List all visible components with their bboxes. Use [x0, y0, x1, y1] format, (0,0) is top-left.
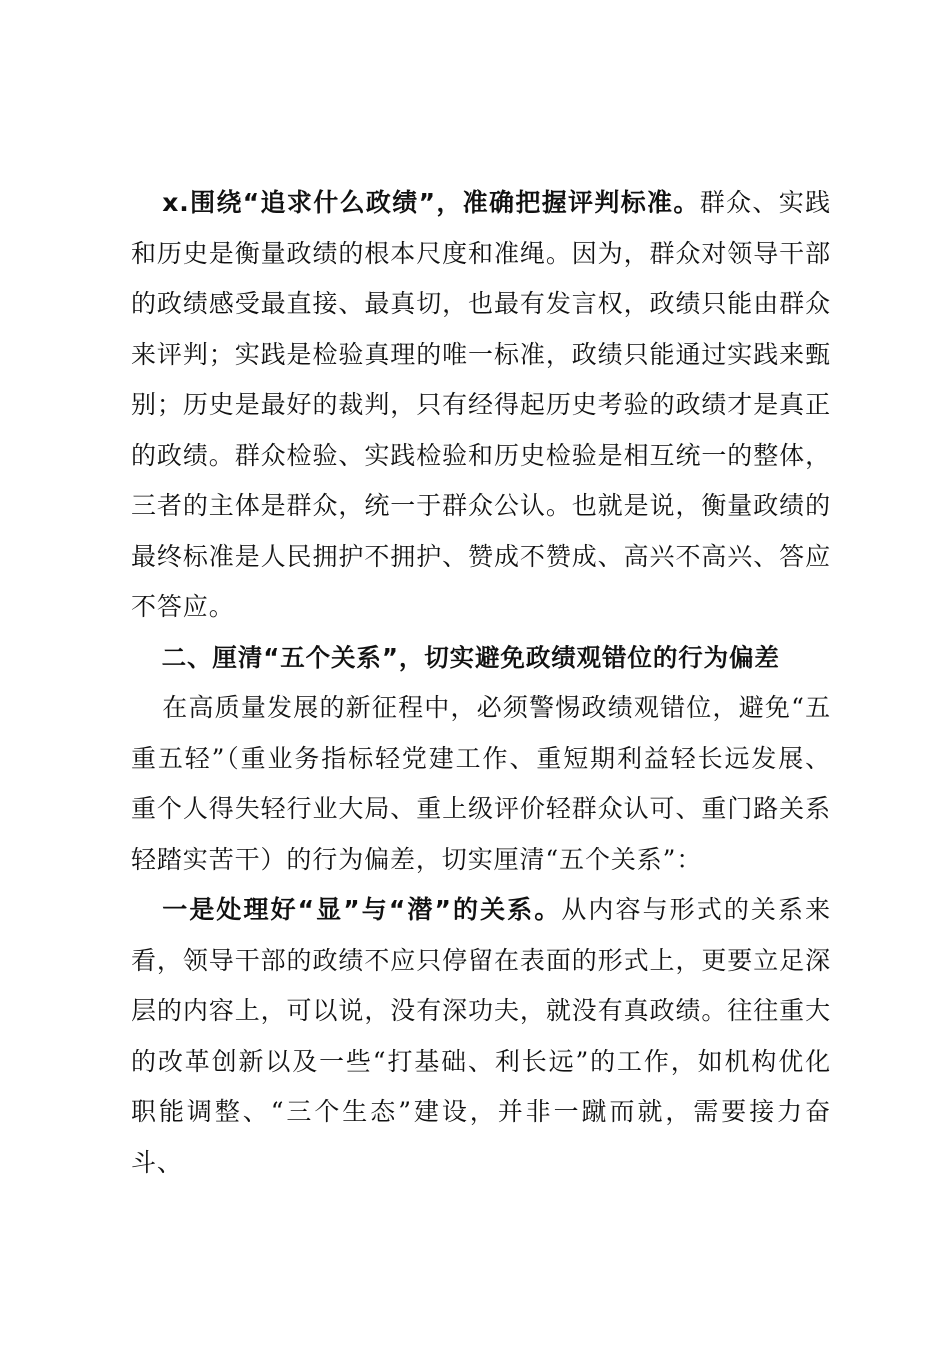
document-page [131, 178, 831, 1188]
paragraph-relationship-one [131, 885, 831, 1188]
paragraph-section-intro: 在高质量发展的新征程中，必须警惕政绩观错位，避免“五重五轻”（重业务指标轻党建工作、重短期利益轻长远发展、重个人得失轻行业大局、重上级评价轻群众认可、重门路关系轻踏实苦干）的行为偏差，切实厘清“五个关系”： [131, 693, 831, 874]
paragraph-lead: 一是处理好“显”与“潜”的关系。 [162, 895, 562, 924]
section-heading: 二、厘清“五个关系”，切实避免政绩观错位的行为偏差 [161, 642, 780, 672]
paragraph-lead: x.围绕“追求什么政绩”，准确把握评判标准。 [162, 188, 700, 217]
paragraph-evaluation-standard [131, 178, 831, 633]
paragraph-body: 群众、实践和历史是衡量政绩的根本尺度和准绳。因为，群众对领导干部的政绩感受最直接、最真切，也最有发言权，政绩只能由群众来评判；实践是检验真理的唯一标准，政绩只能通过实践来甄别；历史是最好的裁判，只有经得起历史考验的政绩才是真正的政绩。群众检验、实践检验和历史检验是相互统一的整体，三者的主体是群众，统一于群众公认。也就是说，衡量政绩的最终标准是人民拥护不拥护、赞成不赞成、高兴不高兴、答应不答应。 [131, 188, 831, 621]
paragraph-body: 从内容与形式的关系来看，领导干部的政绩不应只停留在表面的形式上，更要立足深层的内容上，可以说，没有深功夫，就没有真政绩。往往重大的改革创新以及一些“打基础、利长远”的工作，如机构优化职能调整、“三个生态”建设，并非一蹴而就，需要接力奋斗、 [131, 895, 831, 1177]
